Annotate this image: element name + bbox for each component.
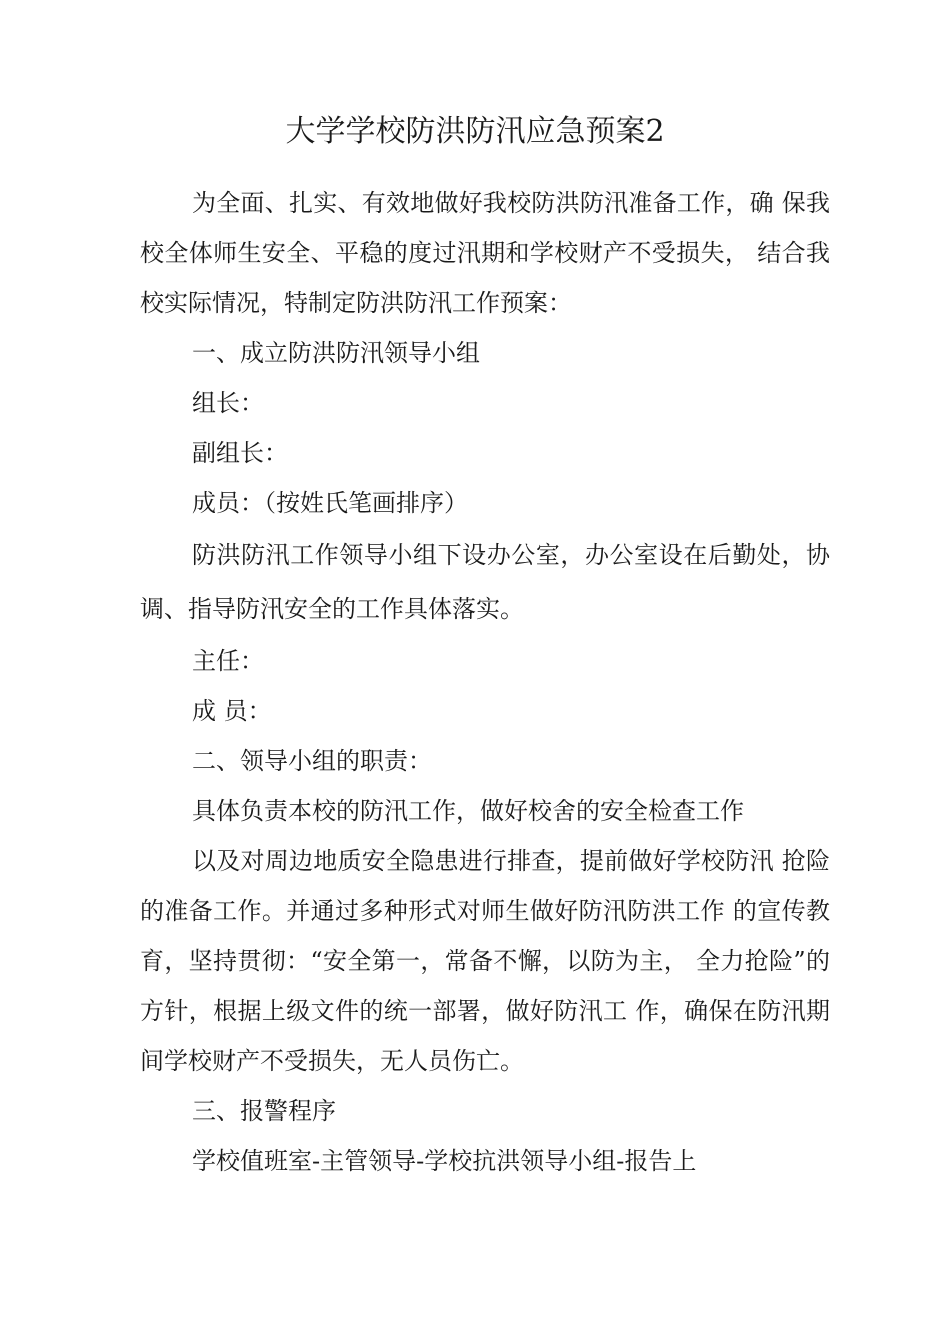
group-leader-line: 组长：: [192, 389, 264, 417]
alarm-procedure-line: 学校值班室-主管领导-学校抗洪领导小组-报告上: [192, 1147, 697, 1175]
section-heading-3: 三、报警程序: [192, 1097, 336, 1125]
members-line: 成员：（按姓氏笔画排序）: [192, 489, 468, 517]
duties-line: 具体负责本校的防汛工作，做好校舍的安全检查工作: [192, 797, 744, 825]
director-line: 主任：: [192, 647, 264, 675]
document-title: 大学学校防洪防汛应急预案2: [285, 114, 665, 149]
section-heading-1: 一、成立防洪防汛领导小组: [192, 339, 480, 367]
duties-paragraph: 以及对周边地质安全隐患进行排查，提前做好学校防汛 抢险的准备工作。并通过多种形式对师生做好防汛防洪工作 的宣传教育，坚持贯彻：“安全第一，常备不懈，以防为主， 全力抢险”的方针，根据上级文件的统一部署，做好防汛工 作，确保在防汛期间学校财产不受损失，无人员伤亡。: [140, 847, 830, 1075]
section-heading-2: 二、领导小组的职责：: [192, 747, 432, 775]
document-body: [140, 178, 830, 1186]
office-paragraph: 防洪防汛工作领导小组下设办公室，办公室设在后勤处，协调、指导防汛安全的工作具体落实。: [140, 541, 830, 623]
office-members-line: 成 员：: [192, 697, 272, 725]
deputy-leader-line: 副组长：: [192, 439, 288, 467]
intro-paragraph: 为全面、扎实、有效地做好我校防洪防汛准备工作，确 保我校全体师生安全、平稳的度过汛期和学校财产不受损失， 结合我校实际情况，特制定防洪防汛工作预案：: [140, 189, 830, 317]
